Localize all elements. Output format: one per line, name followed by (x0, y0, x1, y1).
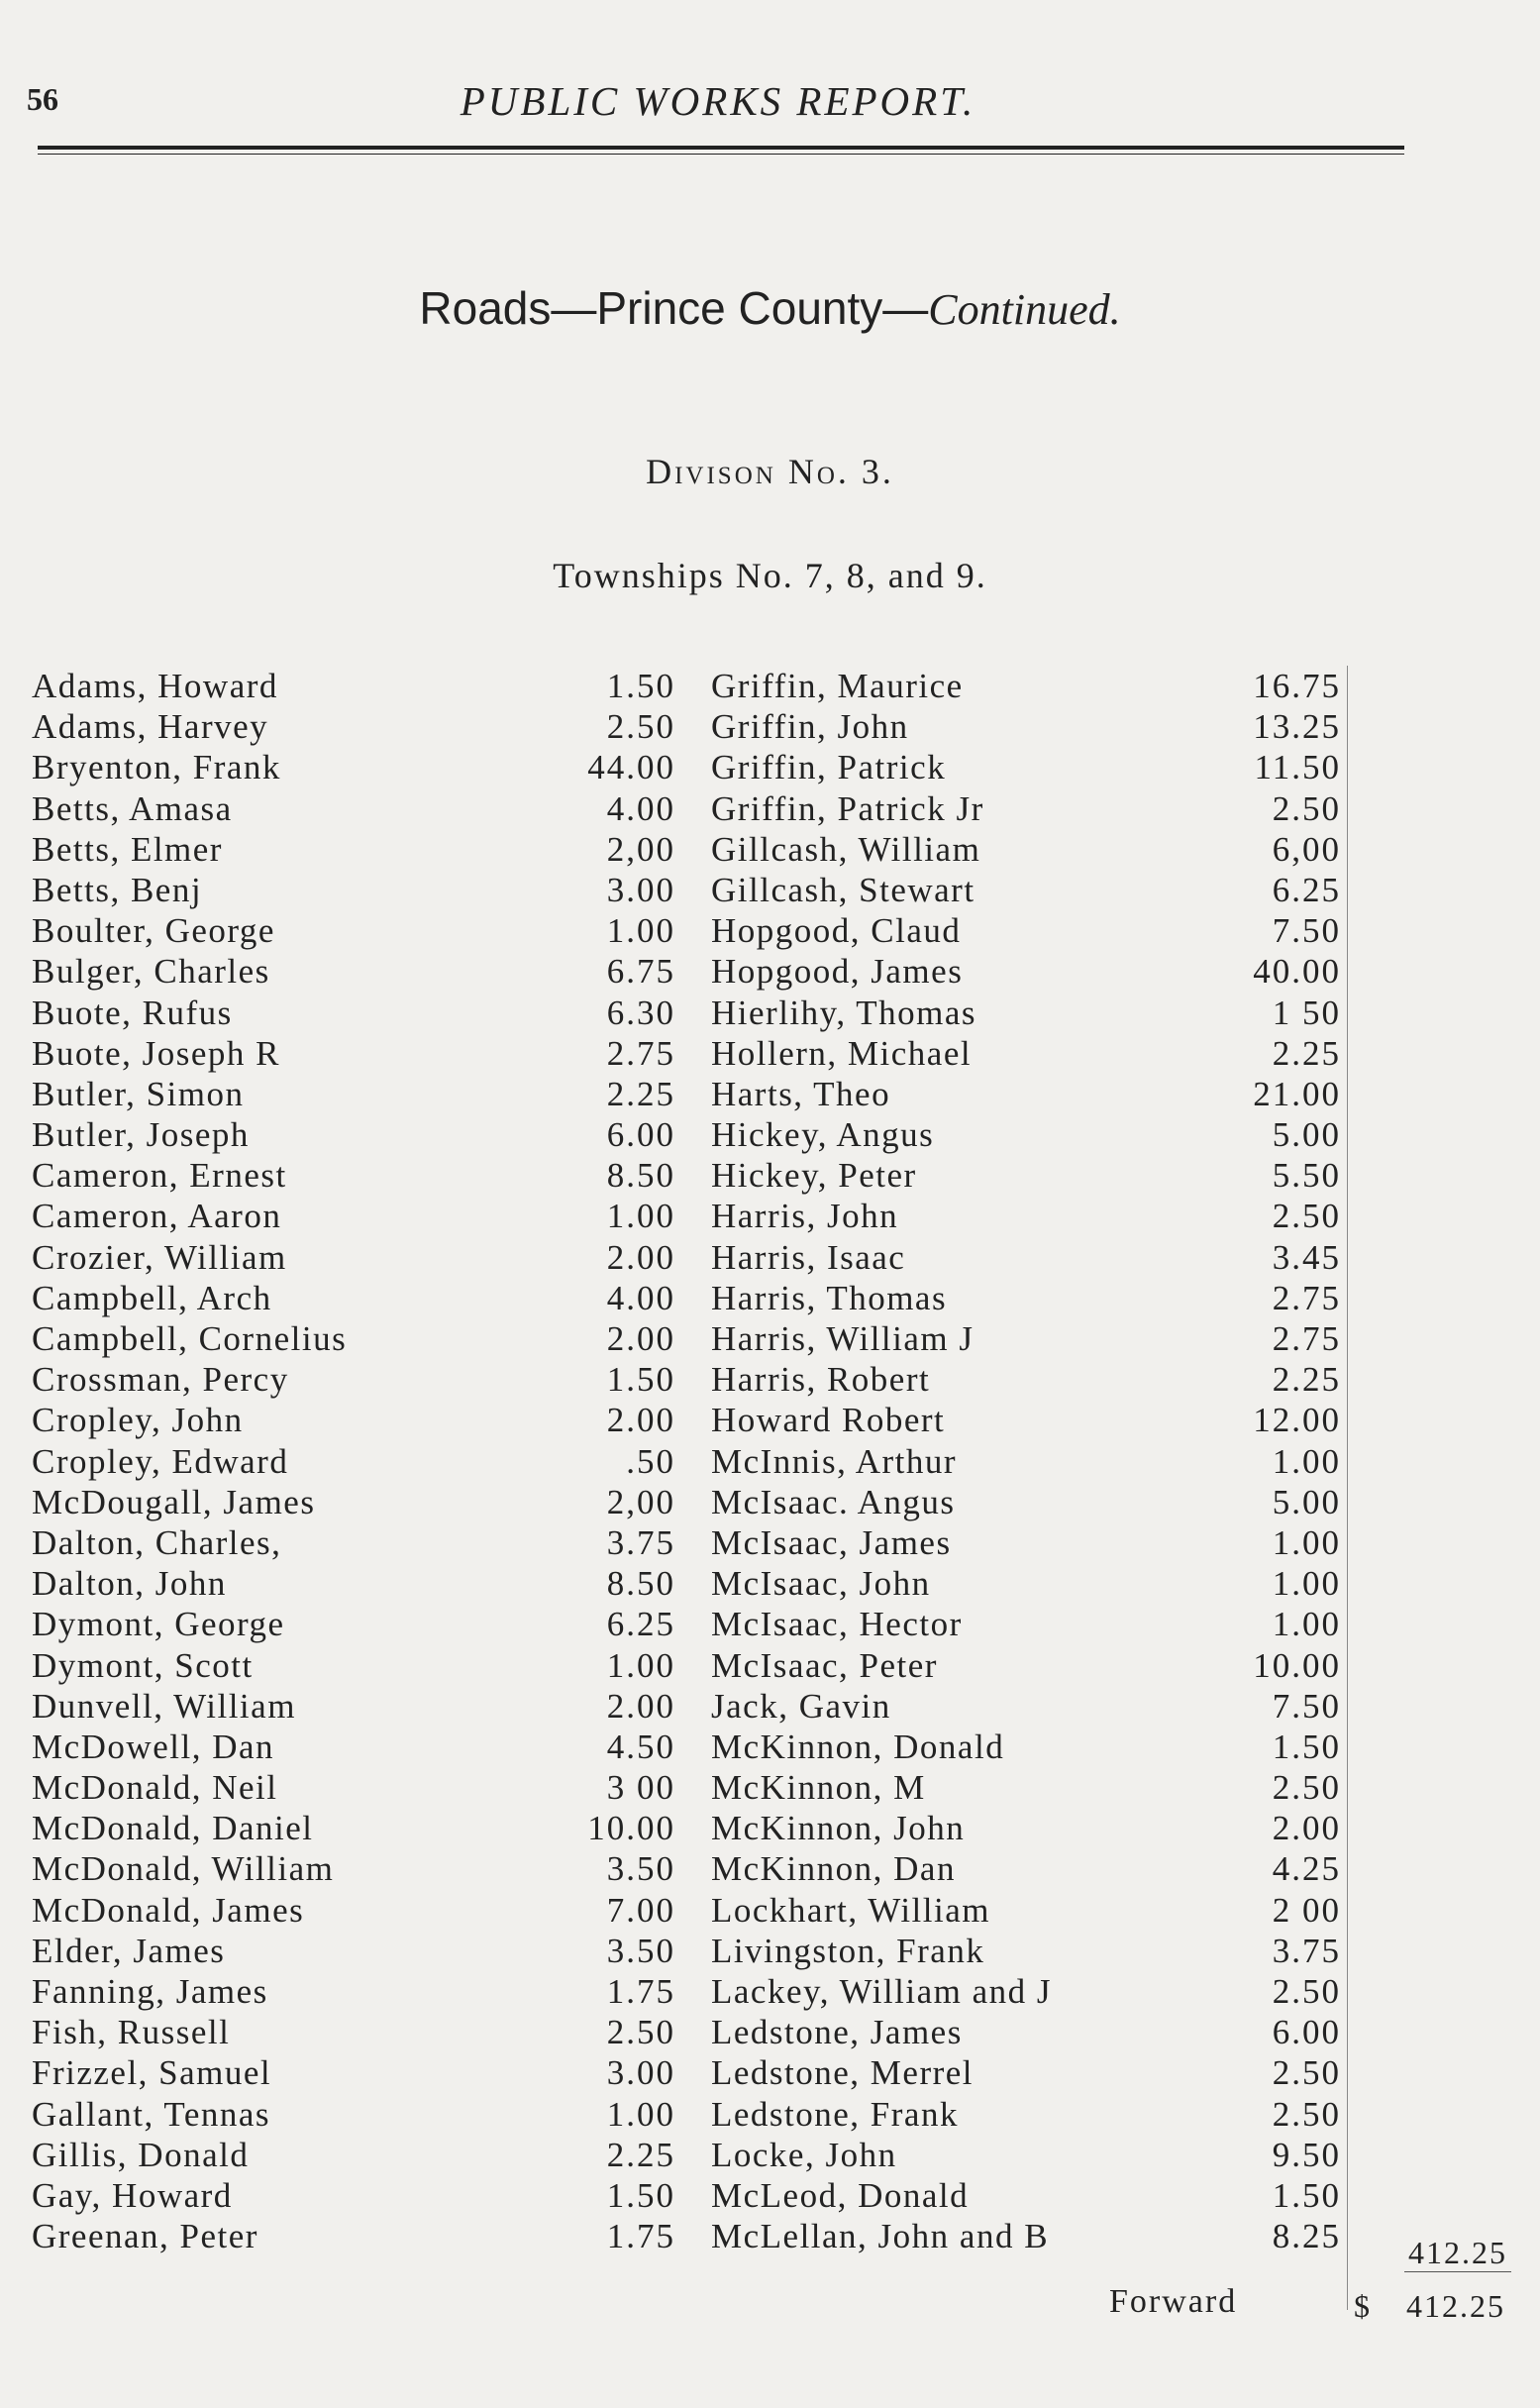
ledger-row (711, 2012, 1345, 2052)
ledger-row (711, 870, 1345, 910)
payee-name: McIsaac, Peter (711, 1645, 938, 1685)
payee-name: Fanning, James (32, 1972, 268, 2011)
payment-amount: 2.00 (606, 1686, 675, 1726)
ledger-row (711, 829, 1345, 870)
payment-amount: 3.00 (606, 870, 675, 909)
payment-amount: 2.75 (606, 1033, 675, 1073)
payee-name: Locke, John (711, 2135, 897, 2174)
payment-amount: 1.00 (606, 2094, 675, 2134)
payee-name: Campbell, Cornelius (32, 1319, 348, 1358)
payment-amount: 1.00 (606, 1197, 675, 1236)
payment-amount: 16.75 (1253, 667, 1341, 705)
payee-name: McIsaac, James (711, 1522, 952, 1562)
ledger-row (711, 1522, 1345, 1563)
payment-amount: 6,00 (1272, 829, 1341, 869)
ledger-row (32, 951, 675, 992)
payee-name: Gillis, Donald (32, 2135, 250, 2174)
townships-heading: Townships No. 7, 8, and 9. (553, 556, 987, 595)
payee-name: Boulter, George (32, 911, 275, 951)
payment-amount: 1.00 (1272, 1441, 1341, 1481)
forward-label: Forward (1109, 2283, 1238, 2320)
payee-name: Bulger, Charles (32, 952, 270, 992)
ledger-row (32, 1808, 675, 1848)
ledger-row (32, 1318, 675, 1359)
payee-name: Adams, Howard (32, 667, 278, 705)
payment-amount: 2,00 (606, 829, 675, 869)
payee-name: Ledstone, Frank (711, 2094, 959, 2134)
ledger-row (32, 1155, 675, 1196)
left-column (32, 666, 675, 2256)
payment-amount: 10.00 (1253, 1645, 1341, 1685)
payment-amount: 6.00 (606, 1115, 675, 1155)
payment-amount: 5.00 (1272, 1115, 1341, 1155)
payee-name: Hierlihy, Thomas (711, 993, 976, 1032)
payee-name: Cropley, Edward (32, 1441, 289, 1481)
payee-name: Hollern, Michael (711, 1033, 973, 1073)
payee-name: Harris, Robert (711, 1360, 931, 1400)
payment-amount: .50 (626, 1441, 675, 1481)
ledger-row (32, 1931, 675, 1971)
payee-name: Lackey, William and J (711, 1972, 1053, 2011)
payment-amount: 2.50 (1272, 1972, 1341, 2011)
ledger-row (32, 1278, 675, 1318)
payment-amount: 11.50 (1254, 748, 1341, 787)
payment-amount: 1.75 (606, 1972, 675, 2011)
payee-name: McDonald, James (32, 1890, 305, 1930)
payment-amount: 1.50 (1272, 2175, 1341, 2215)
payment-amount: 3.50 (606, 1849, 675, 1889)
payee-name: Cameron, Aaron (32, 1197, 282, 1236)
payee-name: McInnis, Arthur (711, 1441, 958, 1481)
section-title-main: Roads—Prince County— (419, 282, 929, 334)
payee-name: Griffin, Patrick (711, 748, 947, 787)
payee-name: Gillcash, Stewart (711, 870, 975, 909)
payee-name: Adams, Harvey (32, 707, 269, 747)
payee-name: McKinnon, Dan (711, 1849, 956, 1889)
ledger-row (711, 951, 1345, 992)
payment-amount: 6.25 (606, 1605, 675, 1644)
payee-name: Harris, John (711, 1197, 899, 1236)
ledger-row (32, 666, 675, 706)
payment-amount: 2.50 (606, 2013, 675, 2052)
ledger-row (711, 1074, 1345, 1114)
payee-name: Harris, Isaac (711, 1237, 906, 1277)
payee-name: Hickey, Peter (711, 1156, 917, 1196)
payment-amount: 2 00 (1272, 1890, 1341, 1930)
payee-name: Betts, Benj (32, 870, 203, 909)
ledger-row (711, 1033, 1345, 1074)
payee-name: Butler, Joseph (32, 1115, 250, 1155)
ledger-row (32, 747, 675, 787)
payee-name: Campbell, Arch (32, 1278, 272, 1317)
ledger-row (711, 1971, 1345, 2012)
payee-name: Buote, Rufus (32, 993, 233, 1032)
payee-name: McKinnon, M (711, 1768, 926, 1808)
header-rule-thin (38, 154, 1404, 155)
payee-name: Harts, Theo (711, 1074, 891, 1113)
payee-name: McKinnon, Donald (711, 1727, 1005, 1766)
payee-name: Cameron, Ernest (32, 1156, 287, 1196)
payment-amount: 2.50 (1272, 788, 1341, 828)
ledger-row (711, 993, 1345, 1033)
ledger-row (32, 1686, 675, 1727)
payee-name: Crozier, William (32, 1237, 287, 1277)
ledger-row (711, 706, 1345, 747)
payee-name: McDougall, James (32, 1482, 316, 1521)
payment-amount: 12.00 (1253, 1401, 1341, 1440)
payment-amount: 3 00 (606, 1768, 675, 1808)
payee-name: Dymont, Scott (32, 1645, 254, 1685)
ledger-row (711, 1114, 1345, 1155)
payment-amount: 2.75 (1272, 1278, 1341, 1317)
payment-amount: 2.25 (1272, 1360, 1341, 1400)
payment-amount: 2.00 (606, 1237, 675, 1277)
ledger-row (711, 1767, 1345, 1808)
forward-amount: 412.25 (1406, 2288, 1505, 2324)
ledger-row (711, 2175, 1345, 2216)
payment-amount: 2.50 (1272, 2094, 1341, 2134)
payment-amount: 4.00 (606, 1278, 675, 1317)
payment-amount: 1.00 (1272, 1564, 1341, 1604)
payment-amount: 5.50 (1272, 1156, 1341, 1196)
payee-name: McDonald, Neil (32, 1768, 278, 1808)
payment-amount: 6.75 (606, 952, 675, 992)
ledger-row (711, 2094, 1345, 2135)
division-heading: Divison No. 3. (646, 452, 894, 491)
payee-name: Gallant, Tennas (32, 2094, 271, 2134)
ledger-row (32, 1563, 675, 1604)
ledger-row (711, 1808, 1345, 1848)
ledger-row (32, 1767, 675, 1808)
ledger-row (32, 2012, 675, 2052)
running-head: PUBLIC WORKS REPORT. (460, 78, 976, 124)
ledger-row (32, 993, 675, 1033)
ledger-row (711, 747, 1345, 787)
ledger-row (32, 1604, 675, 1644)
payee-name: Griffin, Patrick Jr (711, 788, 984, 828)
ledger-row (32, 788, 675, 829)
ledger-row (32, 2094, 675, 2135)
payee-name: Gillcash, William (711, 829, 981, 869)
ledger-row (32, 2052, 675, 2093)
payment-amount: 3.50 (606, 1931, 675, 1970)
payment-amount: 10.00 (587, 1809, 675, 1848)
ledger-row (32, 1441, 675, 1482)
payment-amount: 5.00 (1272, 1482, 1341, 1521)
payee-name: McKinnon, John (711, 1809, 966, 1848)
payment-amount: 1.50 (606, 2175, 675, 2215)
payee-name: McDowell, Dan (32, 1727, 275, 1766)
ledger-row (32, 1237, 675, 1278)
payee-name: Jack, Gavin (711, 1686, 891, 1726)
payee-name: Hickey, Angus (711, 1115, 935, 1155)
payment-amount: 13.25 (1253, 707, 1341, 747)
payee-name: McIsaac. Angus (711, 1482, 956, 1521)
ledger-row (711, 1563, 1345, 1604)
payee-name: Harris, William J (711, 1319, 975, 1358)
section-title-continued: Continued. (928, 285, 1121, 334)
payment-amount: 3.00 (606, 2053, 675, 2093)
payment-amount: 4.00 (606, 788, 675, 828)
payee-name: Ledstone, Merrel (711, 2053, 975, 2093)
payee-name: McIsaac, John (711, 1564, 931, 1604)
ledger-row (32, 1400, 675, 1440)
payment-amount: 2,00 (606, 1482, 675, 1521)
ledger-row (711, 1400, 1345, 1440)
ledger-row (711, 788, 1345, 829)
ledger-row (32, 910, 675, 951)
payment-amount: 21.00 (1253, 1074, 1341, 1113)
ledger-row (711, 666, 1345, 706)
ledger-row (711, 1155, 1345, 1196)
payee-name: Hopgood, James (711, 952, 964, 992)
payee-name: McIsaac, Hector (711, 1605, 963, 1644)
ledger-row (711, 1196, 1345, 1236)
payee-name: Ledstone, James (711, 2013, 963, 2052)
payee-name: Fish, Russell (32, 2013, 231, 2052)
right-column (711, 666, 1345, 2256)
payee-name: Betts, Elmer (32, 829, 223, 869)
payment-amount: 1.00 (1272, 1522, 1341, 1562)
payment-amount: 2.25 (1272, 1033, 1341, 1073)
ledger-row (711, 2135, 1345, 2175)
payee-name: Gay, Howard (32, 2175, 233, 2215)
ledger-row (711, 1890, 1345, 1931)
ledger-row (32, 870, 675, 910)
payment-amount: 8.50 (606, 1564, 675, 1604)
payee-name: Crossman, Percy (32, 1360, 289, 1400)
payment-amount: 3.75 (1272, 1931, 1341, 1970)
payee-name: McDonald, Daniel (32, 1809, 314, 1848)
ledger-row (32, 1727, 675, 1767)
payee-name: McDonald, William (32, 1849, 335, 1889)
ledger-row (711, 1604, 1345, 1644)
payee-name: Howard Robert (711, 1401, 946, 1440)
ledger-row (32, 1890, 675, 1931)
payee-name: Cropley, John (32, 1401, 244, 1440)
payee-name: Frizzel, Samuel (32, 2053, 272, 2093)
payment-amount: 44.00 (587, 748, 675, 787)
ledger-row (711, 1686, 1345, 1727)
payee-name: McLellan, John and B (711, 2217, 1050, 2256)
payment-amount: 1.00 (606, 1645, 675, 1685)
payee-name: Dymont, George (32, 1605, 285, 1644)
payment-amount: 6.30 (606, 993, 675, 1032)
forward-dollar-sign: $ (1354, 2288, 1370, 2324)
ledger-row (32, 1522, 675, 1563)
payment-amount: 7.50 (1272, 911, 1341, 951)
payee-name: Harris, Thomas (711, 1278, 948, 1317)
ledger-row (32, 1074, 675, 1114)
payment-amount: 1.50 (1272, 1727, 1341, 1766)
payment-amount: 1.50 (606, 1360, 675, 1400)
payment-amount: 3.75 (606, 1522, 675, 1562)
page-number: 56 (27, 81, 58, 117)
ledger-row (32, 1971, 675, 2012)
payment-amount: 6.00 (1272, 2013, 1341, 2052)
ledger-row (32, 706, 675, 747)
ledger-row (32, 2135, 675, 2175)
ledger-row (32, 829, 675, 870)
payment-amount: 8.50 (606, 1156, 675, 1196)
payment-amount: 2.50 (606, 707, 675, 747)
payment-amount: 2.75 (1272, 1319, 1341, 1358)
payee-name: Hopgood, Claud (711, 911, 962, 951)
payee-name: Betts, Amasa (32, 788, 233, 828)
ledger-row (32, 1359, 675, 1400)
payee-name: Griffin, Maurice (711, 667, 964, 705)
ledger-row (711, 910, 1345, 951)
payment-amount: 9.50 (1272, 2135, 1341, 2174)
payment-amount: 1.50 (606, 667, 675, 705)
payee-name: Dalton, Charles, (32, 1522, 282, 1562)
ledger-row (711, 1318, 1345, 1359)
payee-name: Elder, James (32, 1931, 226, 1970)
payment-amount: 2.25 (606, 1074, 675, 1113)
payment-amount: 1.00 (1272, 1605, 1341, 1644)
payment-amount: 4.25 (1272, 1849, 1341, 1889)
payment-amount: 1.00 (606, 911, 675, 951)
payee-name: Dunvell, William (32, 1686, 296, 1726)
ledger-row (711, 1359, 1345, 1400)
ledger-row (32, 2216, 675, 2256)
payment-amount: 3.45 (1272, 1237, 1341, 1277)
ledger-row (711, 1237, 1345, 1278)
payee-name: Buote, Joseph R (32, 1033, 280, 1073)
payment-amount: 8.25 (1272, 2217, 1341, 2256)
payment-amount: 2.25 (606, 2135, 675, 2174)
header-rule (38, 146, 1404, 150)
payment-amount: 2.00 (606, 1401, 675, 1440)
payment-amount: 40.00 (1253, 952, 1341, 992)
payee-name: Livingston, Frank (711, 1931, 985, 1970)
ledger-row (711, 1482, 1345, 1522)
payment-amount: 7.50 (1272, 1686, 1341, 1726)
payment-amount: 7.00 (606, 1890, 675, 1930)
payee-name: Lockhart, William (711, 1890, 990, 1930)
payment-amount: 4.50 (606, 1727, 675, 1766)
section-title (0, 281, 1540, 335)
ledger-row (32, 1848, 675, 1889)
payee-name: Griffin, John (711, 707, 909, 747)
ledger-row (711, 2216, 1345, 2256)
payment-amount: 2.00 (1272, 1809, 1341, 1848)
ledger-row (32, 2175, 675, 2216)
ledger-row (711, 1848, 1345, 1889)
amount-column-rule (1347, 666, 1348, 2310)
ledger-row (711, 1931, 1345, 1971)
ledger-row (711, 1645, 1345, 1686)
payment-amount: 2.50 (1272, 1197, 1341, 1236)
payee-name: McLeod, Donald (711, 2175, 970, 2215)
payee-name: Dalton, John (32, 1564, 227, 1604)
payment-amount: 1 50 (1272, 993, 1341, 1032)
payment-amount: 2.50 (1272, 1768, 1341, 1808)
payment-amount: 2.00 (606, 1319, 675, 1358)
ledger-row (711, 1727, 1345, 1767)
payee-name: Butler, Simon (32, 1074, 245, 1113)
column-total: 412.25 (1404, 2235, 1511, 2272)
payee-name: Bryenton, Frank (32, 748, 281, 787)
payment-amount: 6.25 (1272, 870, 1341, 909)
payee-name: Greenan, Peter (32, 2217, 258, 2256)
ledger-row (32, 1114, 675, 1155)
ledger-row (32, 1645, 675, 1686)
ledger-row (711, 1278, 1345, 1318)
ledger-row (32, 1196, 675, 1236)
ledger-row (32, 1033, 675, 1074)
ledger-row (711, 1441, 1345, 1482)
payment-amount: 2.50 (1272, 2053, 1341, 2093)
ledger-row (32, 1482, 675, 1522)
payment-amount: 1.75 (606, 2217, 675, 2256)
ledger-row (711, 2052, 1345, 2093)
